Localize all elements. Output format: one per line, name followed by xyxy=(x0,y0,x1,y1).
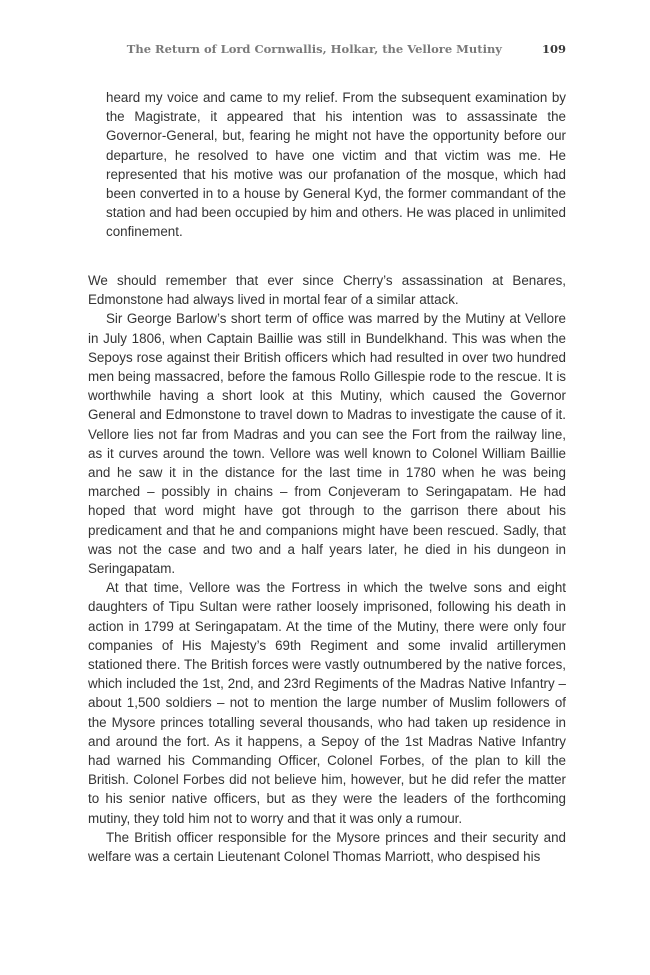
page-number: 109 xyxy=(541,42,566,56)
paragraph: At that time, Vellore was the Fortress in which the twelve sons and eight daughters of Tipu Sultan were rather loosely imprisoned, following his death in action in 1799 at Seringapatam. At the time of the Mutiny, there were only four companies of His Majesty’s 69th Regiment and some invalid artillerymen stationed there. The British forces were vastly outnumbered by the native forces, which included the 1st, 2nd, and 23rd Regiments of the Madras Native Infantry – about 1,500 soldiers – not to mention the large number of Muslim followers of the Mysore princes totalling several thousands, who had taken up residence in and around the fort. As it happens, a Sepoy of the 1st Madras Native Infantry had warned his Commanding Officer, Colonel Forbes, of the plan to kill the British. Colonel Forbes did not believe him, however, but he did refer the matter to his senior native officers, but as they were the leaders of the forthcoming mutiny, they told him not to worry and that it was only a rumour. xyxy=(88,580,566,826)
block-quote xyxy=(106,88,566,242)
paragraph: Sir George Barlow’s short term of office was marred by the Mutiny at Vellore in July 1806, when Captain Baillie was still in Bundelkhand. This was when the Sepoys rose against their British officers which had resulted in over two hundred men being massacred, before the famous Rollo Gillespie rode to the rescue. It is worthwhile having a short look at this Mutiny, which caused the Governor General and Edmonstone to travel down to Madras to investigate the cause of it. Vellore lies not far from Madras and you can see the Fort from the railway line, as it curves around the town. Vellore was well known to Colonel William Baillie and he saw it in the distance for the last time in 1780 when he was being marched – possibly in chains – from Conjeveram to Seringapatam. He had hoped that word might have got through to the garrison there about his predicament and that he and companions might have been rescued. Sadly, that was not the case and two and a half years later, he died in his dungeon in Seringapatam. xyxy=(88,311,566,577)
body-text xyxy=(88,271,566,866)
paragraph: We should remember that ever since Cherry’s assassination at Benares, Edmonstone had always lived in mortal fear of a similar attack. xyxy=(88,273,566,308)
running-title: The Return of Lord Cornwallis, Holkar, the Vellore Mutiny xyxy=(126,42,502,56)
paragraph: The British officer responsible for the Mysore princes and their security and welfare was a certain Lieutenant Colonel Thomas Marriott, who despised his xyxy=(88,829,566,865)
quote-paragraph: heard my voice and came to my relief. From the subsequent examination by the Magistrate, it appeared that his intention was to assassinate the Governor-General, but, fearing he might not have the opportunity before our departure, he resolved to have one victim and that victim was me. He represented that his motive was our profanation of the mosque, which had been converted in to a house by General Kyd, the former commandant of the station and had been occupied by him and others. He was placed in unlimited confinement. xyxy=(106,90,566,240)
